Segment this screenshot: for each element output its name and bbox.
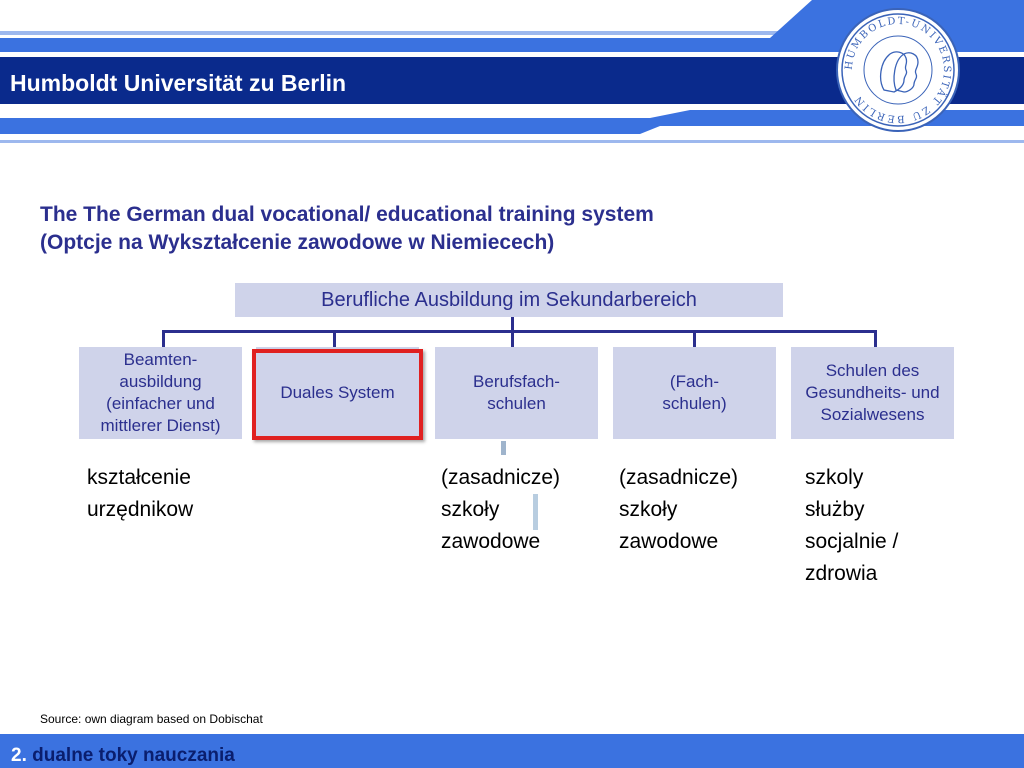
diagram-root-box: Berufliche Ausbildung im Sekundarbereich [235,283,783,317]
diagram-box-label: Schulen des Gesundheits- und Sozialwesens [805,361,940,424]
seal-text: HUMBOLDT-UNIVERSITÄT ZU BERLIN [843,15,953,125]
svg-text:HUMBOLDT-UNIVERSITÄT ZU BERLIN [844,16,952,124]
source-note: Source: own diagram based on Dobischat [40,712,263,726]
slide-title-line-2: (Optcje na Wykształcenie zawodowe w Niemiecech) [40,231,555,254]
diagram-box-label: (Fach- schulen) [662,372,727,413]
diagram-box-label: Berufsfach- schulen [473,372,560,413]
connector-child-3 [511,330,514,347]
connector-child-1 [162,330,165,347]
diagram-box-fachschulen [613,347,776,439]
diagram-box-berufsfachschulen [435,347,598,439]
footer-number: 2. [11,745,27,766]
diagram-box-label: Duales System [280,383,395,402]
highlight-frame-duales-system [252,349,423,440]
connector-child-5 [874,330,877,347]
diagram-box-gesundheitswesen [791,347,954,439]
header-title: Humboldt Universität zu Berlin [10,70,347,96]
note-berufsfach: (zasadnicze) szkoły zawodowe [441,466,561,553]
footer-text [11,745,235,767]
note-beamten: kształcenie urzędnikow [87,466,194,521]
note-gesundheit: szkoly służby socjalnie / zdrowia [805,466,899,585]
decorative-mark [501,441,506,455]
seal-graphic [838,10,958,130]
slide-title [40,201,654,257]
diagram-box-label: Beamten- ausbildung (einfacher und mittlerer Dienst) [100,350,221,435]
slide-title-line-1: The The German dual vocational/ educational training system [40,203,654,226]
footer-label: dualne toky nauczania [32,745,235,766]
note-fach: (zasadnicze) szkoły zawodowe [619,466,739,553]
connector-horizontal [162,330,877,333]
university-seal [836,8,960,132]
diagram-box-beamtenausbildung [79,347,242,439]
connector-child-4 [693,330,696,347]
